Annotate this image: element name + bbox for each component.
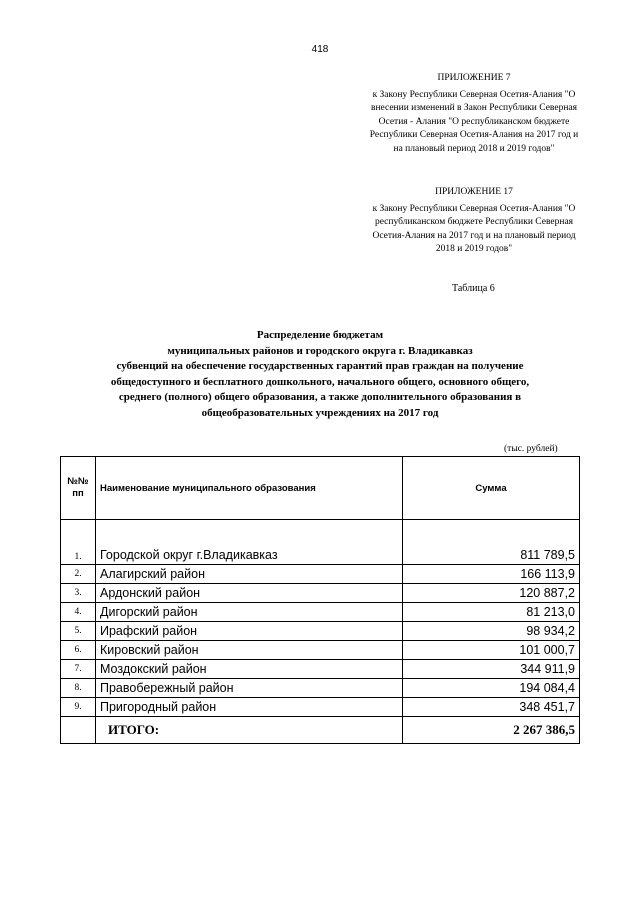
row-number: 2. <box>61 565 96 584</box>
appendix-17-text: к Закону Республики Северная Осетия-Алания "О республиканском бюджете Республики Северная Осетия-Алания на 2017 год и на плановый период 2018 и 2019 годов" <box>372 203 576 254</box>
row-sum: 194 084,4 <box>403 679 580 698</box>
title-line: общеобразовательных учреждениях на 2017 год <box>201 406 439 419</box>
row-sum: 120 887,2 <box>403 584 580 603</box>
table-row <box>61 641 580 660</box>
total-label: ИТОГО: <box>96 717 403 744</box>
total-sum: 2 267 386,5 <box>403 717 580 744</box>
table-row <box>61 679 580 698</box>
appendix-7-heading: ПРИЛОЖЕНИЕ 7 <box>437 73 511 83</box>
table-row <box>61 603 580 622</box>
total-row <box>61 717 580 744</box>
row-sum: 811 789,5 <box>403 520 580 565</box>
title-line: общедоступного и бесплатного дошкольного, начального общего, основного общего, <box>110 375 530 388</box>
title-line: Распределение бюджетам <box>256 329 384 341</box>
row-sum: 348 451,7 <box>403 698 580 717</box>
row-number: 8. <box>61 679 96 698</box>
title-line: среднего (полного) общего образования, а также дополнительного образования в <box>118 391 522 403</box>
row-number: 6. <box>61 641 96 660</box>
document-title <box>40 328 600 421</box>
row-sum: 344 911,9 <box>403 660 580 679</box>
appendix-7-header <box>368 72 580 156</box>
row-number: 3. <box>61 584 96 603</box>
table-row <box>61 660 580 679</box>
row-name: Ирафский район <box>96 622 403 641</box>
header-number-line: №№ <box>67 476 89 487</box>
row-sum: 101 000,7 <box>403 641 580 660</box>
row-name: Правобережный район <box>96 679 403 698</box>
units-label: (тыс. рублей) <box>504 444 558 454</box>
table-header-row <box>61 457 580 520</box>
row-sum: 166 113,9 <box>403 565 580 584</box>
title-line: муниципальных районов и городского округа г. Владикавказ <box>167 344 473 357</box>
page-number: 418 <box>311 44 329 55</box>
row-number: 7. <box>61 660 96 679</box>
appendix-17-header <box>368 186 580 257</box>
appendix-7-text: к Закону Республики Северная Осетия-Алания "О внесении изменений в Закон Республики Северная Осетия - Алания "О республиканском бюджете Республики Северная Осетия-Алания на 2017 год и на плановый период 2018 и 2019 годов" <box>369 89 579 154</box>
header-number <box>61 457 96 520</box>
row-name: Городской округ г.Владикавказ <box>96 520 403 565</box>
header-name: Наименование муниципального образования <box>96 457 403 520</box>
table-row <box>61 584 580 603</box>
table-row <box>61 622 580 641</box>
header-sum: Сумма <box>403 457 580 520</box>
row-number: 1. <box>61 520 96 565</box>
allocation-table <box>60 456 580 744</box>
row-sum: 98 934,2 <box>403 622 580 641</box>
total-number-cell <box>61 717 96 744</box>
row-name: Кировский район <box>96 641 403 660</box>
table-row <box>61 520 580 565</box>
row-name: Моздокский район <box>96 660 403 679</box>
table-label: Таблица 6 <box>452 283 495 294</box>
row-name: Дигорский район <box>96 603 403 622</box>
title-line: субвенций на обеспечение государственных гарантий прав граждан на получение <box>116 360 524 372</box>
appendix-17-heading: ПРИЛОЖЕНИЕ 17 <box>435 187 513 197</box>
row-name: Алагирский район <box>96 565 403 584</box>
row-name: Пригородный район <box>96 698 403 717</box>
header-number-line: пп <box>72 488 84 499</box>
table-row <box>61 698 580 717</box>
row-name: Ардонский район <box>96 584 403 603</box>
row-number: 4. <box>61 603 96 622</box>
table-row <box>61 565 580 584</box>
row-number: 5. <box>61 622 96 641</box>
row-sum: 81 213,0 <box>403 603 580 622</box>
row-number: 9. <box>61 698 96 717</box>
